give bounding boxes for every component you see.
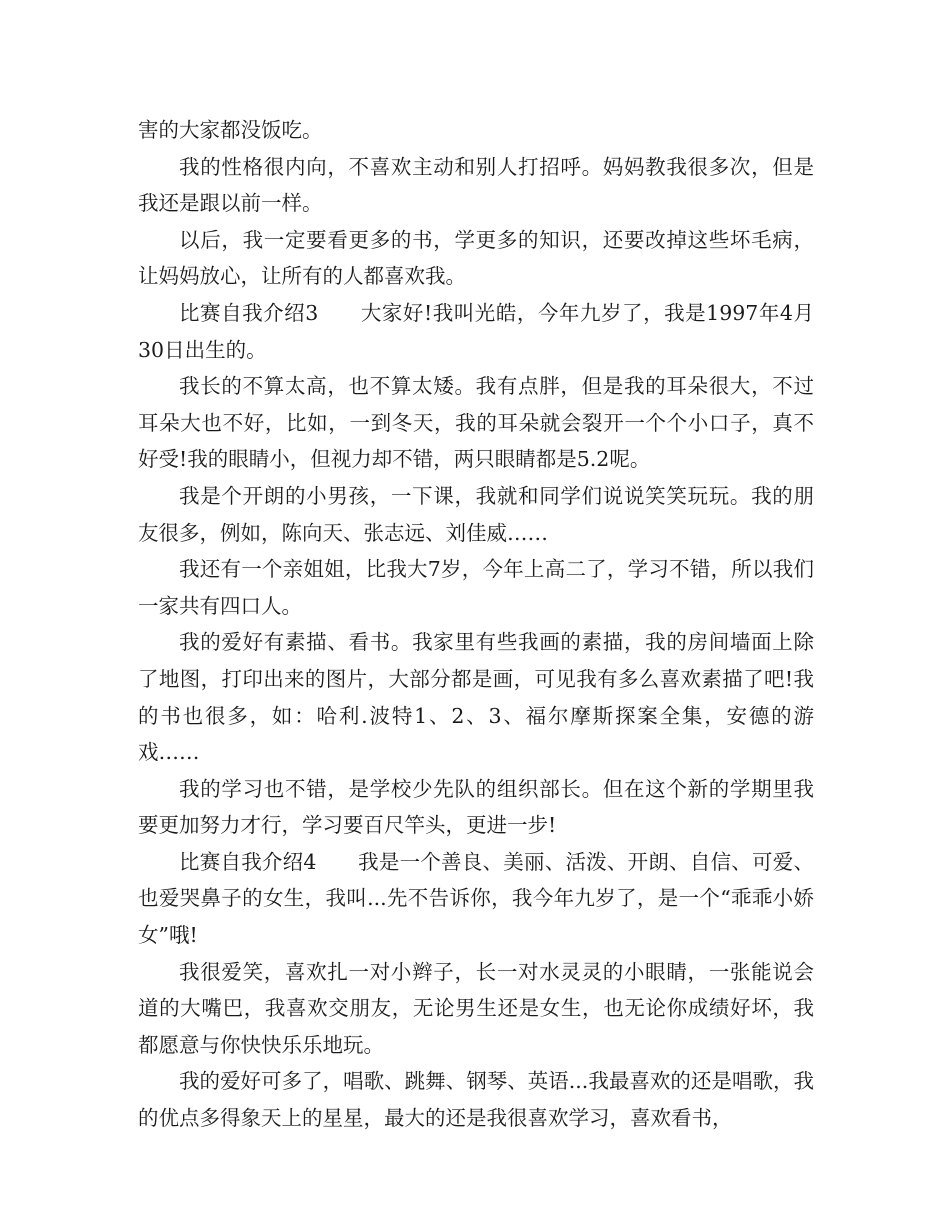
paragraph: 我的爱好可多了，唱歌、跳舞、钢琴、英语...我最喜欢的还是唱歌，我的优点多得象天上的星星，最大的还是我很喜欢学习，喜欢看书， [138,1069,814,1131]
paragraph: 害的大家都没饭吃。 [138,118,323,142]
paragraph: 我的学习也不错，是学校少先队的组织部长。但在这个新的学期里我要更加努力才行，学习要百尺竿头，更进一步! [138,776,814,838]
paragraph: 我的爱好有素描、看书。我家里有些我画的素描，我的房间墙面上除了地图，打印出来的图片，大部分都是画，可见我有多么喜欢素描了吧!我的书也很多，如：哈利.波特1、2、3、福尔摩斯探案全集，安德的游戏…… [138,630,814,765]
paragraph: 我是个开朗的小男孩，一下课，我就和同学们说说笑笑玩玩。我的朋友很多，例如，陈向天、张志远、刘佳威…… [138,483,814,545]
paragraph: 以后，我一定要看更多的书，学更多的知识，还要改掉这些坏毛病，让妈妈放心，让所有的人都喜欢我。 [138,227,814,289]
paragraph: 我很爱笑，喜欢扎一对小辫子，长一对水灵灵的小眼睛，一张能说会道的大嘴巴，我喜欢交朋友，无论男生还是女生，也无论你成绩好坏，我都愿意与你快快乐乐地玩。 [138,959,814,1057]
paragraph: 我长的不算太高，也不算太矮。我有点胖，但是我的耳朵很大，不过耳朵大也不好，比如，一到冬天，我的耳朵就会裂开一个个小口子，真不好受!我的眼睛小，但视力却不错，两只眼睛都是5.2呢。 [138,374,814,472]
document-body [138,112,814,1137]
paragraph: 比赛自我介绍3 大家好!我叫光皓，今年九岁了，我是1997年4月30日出生的。 [138,300,814,362]
paragraph: 我还有一个亲姐姐，比我大7岁，今年上高二了，学习不错，所以我们一家共有四口人。 [138,557,814,618]
paragraph: 比赛自我介绍4 我是一个善良、美丽、活泼、开朗、自信、可爱、也爱哭鼻子的女生，我叫...先不告诉你，我今年九岁了，是一个“乖乖小娇女”哦! [138,849,814,948]
paragraph: 我的性格很内向，不喜欢主动和别人打招呼。妈妈教我很多次，但是我还是跟以前一样。 [138,154,814,216]
